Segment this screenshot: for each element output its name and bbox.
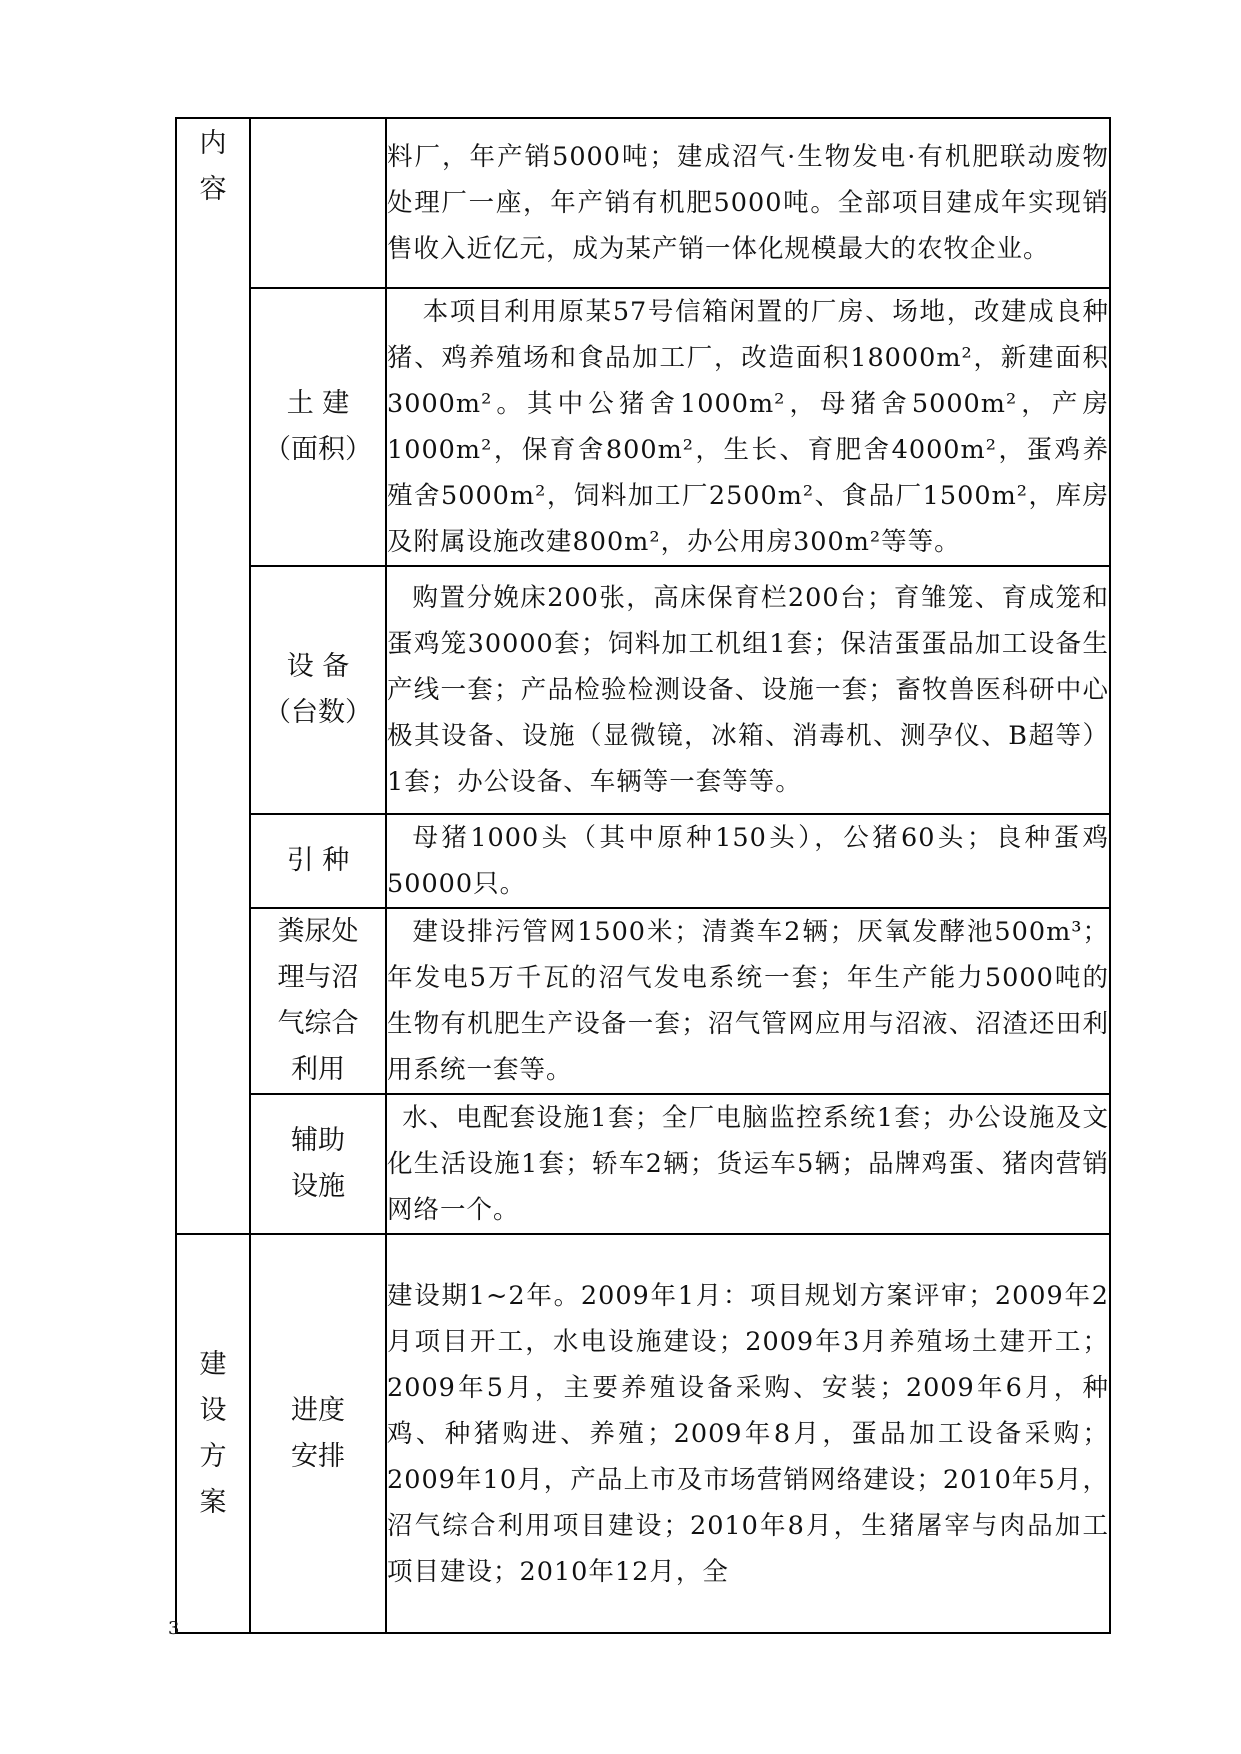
- label-line: 辅助: [291, 1125, 345, 1156]
- row-text: [386, 288, 1110, 566]
- row-label-schedule: [250, 1234, 386, 1633]
- label-line: 利用: [291, 1054, 345, 1085]
- cell-paragraph: 母猪1000头（其中原种150头），公猪60头；良种蛋鸡50000只。: [387, 823, 1109, 899]
- row-text: [386, 566, 1110, 814]
- row-label-civil: [250, 288, 386, 566]
- table-row: [176, 118, 1110, 288]
- cell-paragraph: 料厂，年产销5000吨；建成沼气·生物发电·有机肥联动废物处理厂一座，年产销有机肥5000吨。全部项目建成年实现销售收入近亿元，成为某产销一体化规模最大的农牧企业。: [387, 142, 1109, 264]
- table-row: [176, 288, 1110, 566]
- section-char: 案: [199, 1486, 227, 1518]
- row-text: [386, 1234, 1110, 1633]
- table-row: [176, 908, 1110, 1094]
- label-line: （台数）: [264, 697, 372, 728]
- section-char: 容: [199, 174, 227, 205]
- label-line: 土 建: [286, 388, 350, 419]
- label-line: 进度: [291, 1394, 345, 1426]
- row-label-empty: [250, 118, 386, 288]
- row-text: [386, 118, 1110, 288]
- section-plan-label: [176, 1234, 250, 1633]
- cell-paragraph: 建设排污管网1500米；清粪车2辆；厌氧发酵池500m³；年发电5万千瓦的沼气发电系统一套；年生产能力5000吨的生物有机肥生产设备一套；沼气管网应用与沼液、沼渣还田利用系统一套等。: [387, 917, 1109, 1085]
- row-label-waste: [250, 908, 386, 1094]
- row-label-auxiliary: [250, 1094, 386, 1234]
- row-text: [386, 1094, 1110, 1234]
- section-char: 内: [199, 128, 227, 159]
- table-row: [176, 1234, 1110, 1633]
- label-line: 设施: [291, 1171, 345, 1202]
- label-line: 安排: [291, 1440, 345, 1472]
- section-char: 建: [199, 1348, 227, 1380]
- table-row: [176, 1094, 1110, 1234]
- section-content-label: [176, 118, 250, 1234]
- section-char: 方: [199, 1440, 227, 1472]
- label-line: 粪尿处: [277, 916, 359, 947]
- label-line: 引 种: [286, 845, 350, 876]
- row-text: [386, 814, 1110, 908]
- table-row: [176, 566, 1110, 814]
- label-line: 气综合: [277, 1008, 359, 1039]
- page-number: 3: [168, 1618, 180, 1639]
- row-label-breeding: [250, 814, 386, 908]
- cell-paragraph: 购置分娩床200张，高床保育栏200台；育雏笼、育成笼和蛋鸡笼30000套；饲料加工机组1套；保洁蛋蛋品加工设备生产线一套；产品检验检测设备、设施一套；畜牧兽医科研中心极其设备、设施（显微镜，冰箱、消毒机、测孕仪、B超等）1套；办公设备、车辆等一套等等。: [387, 583, 1109, 797]
- section-char: 设: [199, 1394, 227, 1426]
- cell-paragraph: 本项目利用原某57号信箱闲置的厂房、场地，改建成良种猪、鸡养殖场和食品加工厂，改造面积18000m²，新建面积3000m²。其中公猪舍1000m²，母猪舍5000m²，产房1000m²，保育舍800m²，生长、育肥舍4000m²，蛋鸡养殖舍5000m²，饲料加工厂2500m²、食品厂1500m²，库房及附属设施改建800m²，办公用房300m²等等。: [387, 297, 1109, 557]
- label-line: （面积）: [264, 434, 372, 465]
- row-text: [386, 908, 1110, 1094]
- label-line: 理与沼: [277, 962, 359, 993]
- row-label-equipment: [250, 566, 386, 814]
- cell-paragraph: 水、电配套设施1套；全厂电脑监控系统1套；办公设施及文化生活设施1套；轿车2辆；货运车5辆；品牌鸡蛋、猪肉营销网络一个。: [387, 1103, 1109, 1225]
- table-row: [176, 814, 1110, 908]
- project-table: [175, 117, 1111, 1634]
- label-line: 设 备: [286, 651, 350, 682]
- cell-paragraph: 建设期1~2年。2009年1月：项目规划方案评审；2009年2月项目开工，水电设施建设；2009年3月养殖场土建开工；2009年5月，主要养殖设备采购、安装；2009年6月，种鸡、种猪购进、养殖；2009年8月，蛋品加工设备采购；2009年10月，产品上市及市场营销网络建设；2010年5月，沼气综合利用项目建设；2010年8月，生猪屠宰与肉品加工项目建设；2010年12月，全: [387, 1280, 1109, 1587]
